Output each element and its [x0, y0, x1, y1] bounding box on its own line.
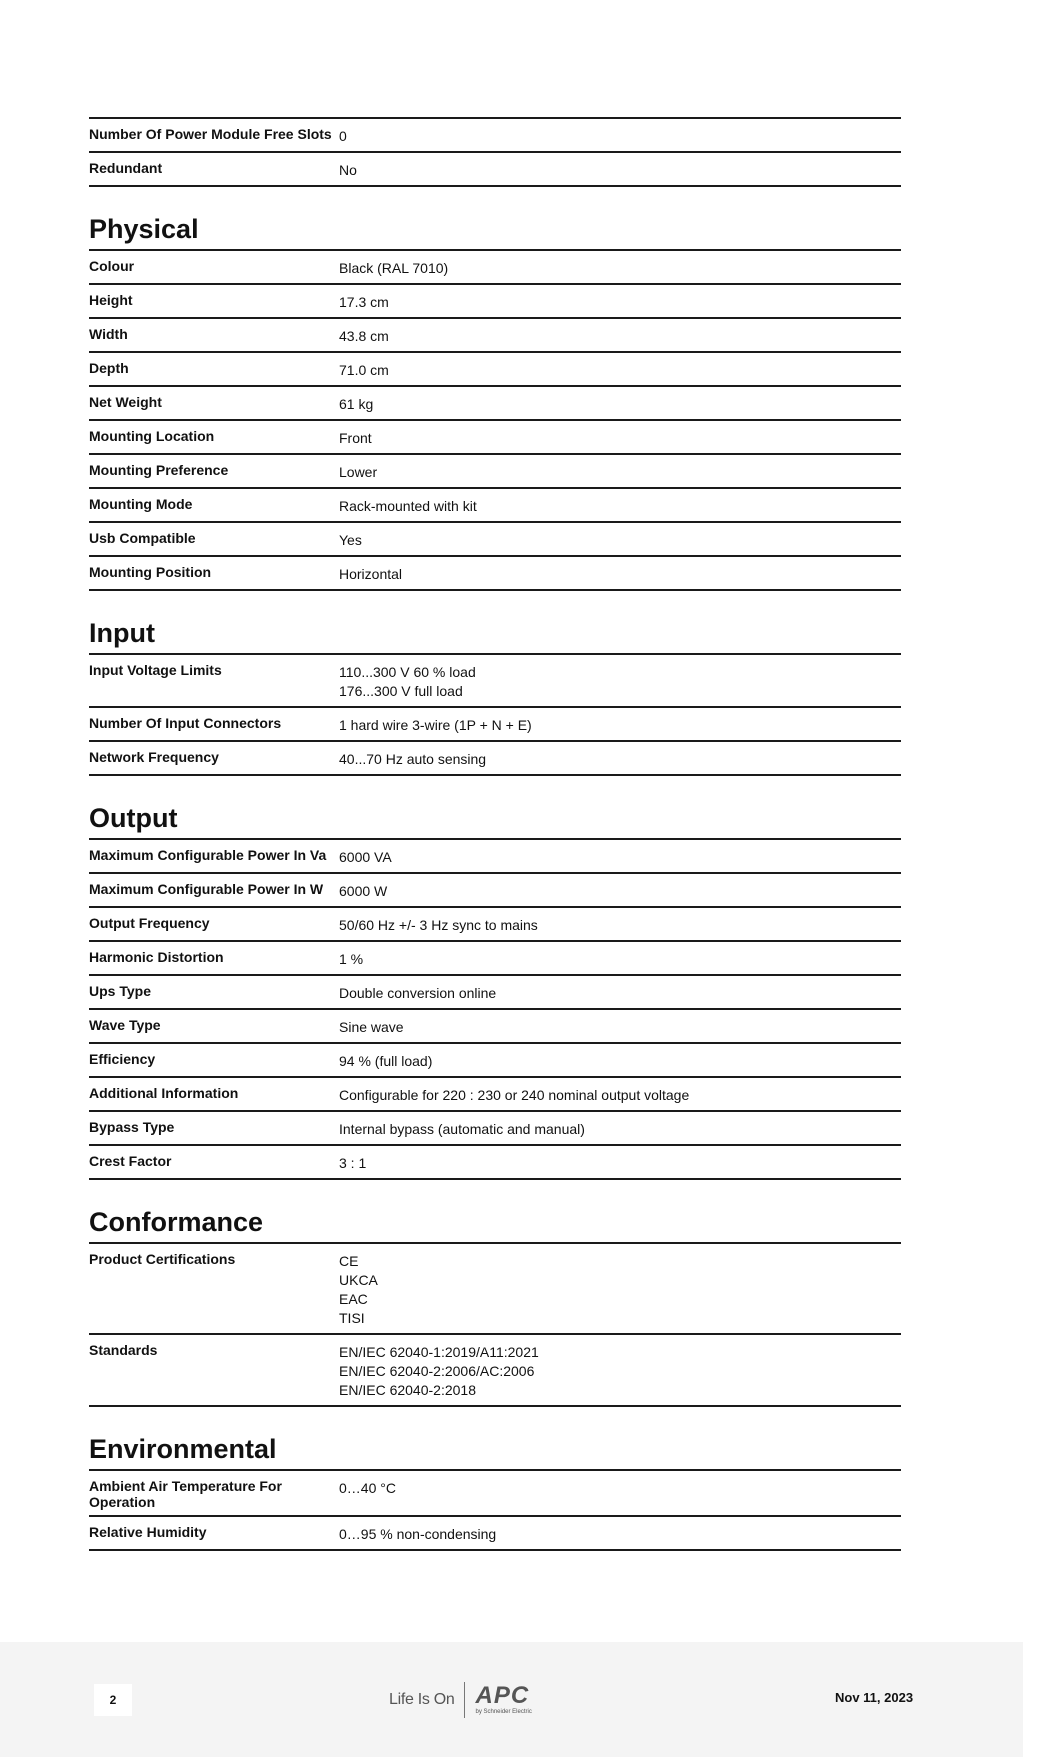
spec-value — [339, 749, 901, 769]
spec-row — [89, 1110, 901, 1144]
spec-value — [339, 983, 901, 1003]
spec-label: Depth — [89, 360, 129, 376]
spec-row — [89, 1144, 901, 1178]
spec-value — [339, 258, 901, 278]
spec-row — [89, 1042, 901, 1076]
spec-value-line: 1 hard wire 3-wire (1P + N + E) — [339, 717, 532, 733]
spec-section — [89, 1433, 901, 1551]
spec-row — [89, 317, 901, 351]
spec-row — [89, 151, 901, 185]
spec-section — [89, 117, 901, 187]
spec-value-line: 71.0 cm — [339, 362, 389, 378]
spec-label: Product Certifications — [89, 1251, 236, 1267]
spec-value — [339, 292, 901, 312]
spec-row — [89, 1008, 901, 1042]
spec-row — [89, 487, 901, 521]
footer-date: Nov 11, 2023 — [835, 1690, 914, 1705]
spec-value-line: 94 % (full load) — [339, 1053, 433, 1069]
spec-value — [339, 1251, 901, 1328]
spec-row — [89, 906, 901, 940]
spec-section — [89, 802, 901, 1180]
spec-value-line: 6000 VA — [339, 849, 392, 865]
spec-value — [339, 949, 901, 969]
spec-value — [339, 564, 901, 584]
spec-row — [89, 653, 901, 706]
spec-value-line: Lower — [339, 464, 378, 480]
spec-value-line: CE — [339, 1253, 359, 1269]
brand-logo — [389, 1680, 532, 1720]
spec-label: Wave Type — [89, 1017, 161, 1033]
apc-wordmark: APC — [475, 1682, 530, 1709]
spec-label: Crest Factor — [89, 1153, 172, 1169]
spec-value — [339, 530, 901, 550]
section-title: Physical — [89, 214, 199, 244]
section-bottom-rule — [89, 1405, 901, 1407]
spec-label: Ups Type — [89, 983, 151, 999]
spec-value — [339, 1017, 901, 1037]
spec-label: Relative Humidity — [89, 1524, 207, 1540]
spec-value — [339, 1342, 901, 1400]
spec-label: Output Frequency — [89, 915, 210, 931]
spec-row — [89, 1469, 901, 1515]
spec-label: Maximum Configurable Power In Va — [89, 847, 327, 863]
spec-row — [89, 940, 901, 974]
spec-label: Bypass Type — [89, 1119, 175, 1135]
spec-value-line: 40...70 Hz auto sensing — [339, 751, 487, 767]
spec-value-line: 3 : 1 — [339, 1155, 367, 1171]
spec-value-line: 0 — [339, 128, 347, 144]
spec-value-line: UKCA — [339, 1272, 378, 1288]
spec-value — [339, 662, 901, 701]
apc-logo — [475, 1684, 531, 1716]
spec-label: Harmonic Distortion — [89, 949, 224, 965]
spec-value — [339, 715, 901, 735]
spec-row — [89, 740, 901, 774]
section-title: Environmental — [89, 1434, 277, 1464]
section-title: Input — [89, 618, 155, 648]
spec-row — [89, 283, 901, 317]
spec-value — [339, 915, 901, 935]
spec-label: Width — [89, 326, 128, 342]
spec-row — [89, 351, 901, 385]
spec-row — [89, 555, 901, 589]
spec-row — [89, 521, 901, 555]
section-title: Output — [89, 803, 178, 833]
spec-value-line: Configurable for 220 : 230 or 240 nominal output voltage — [339, 1087, 690, 1103]
spec-row — [89, 453, 901, 487]
spec-value-line: EN/IEC 62040-2:2018 — [339, 1382, 476, 1398]
spec-value-line: Yes — [339, 532, 362, 548]
tagline: Life Is On — [389, 1691, 455, 1708]
spec-label: Input Voltage Limits — [89, 662, 222, 678]
spec-section — [89, 1206, 901, 1407]
spec-row — [89, 706, 901, 740]
spec-row — [89, 838, 901, 872]
spec-row — [89, 1076, 901, 1110]
spec-label: Mounting Position — [89, 564, 212, 580]
section-bottom-rule — [89, 589, 901, 591]
spec-value-line: Front — [339, 430, 372, 446]
spec-row — [89, 1515, 901, 1549]
spec-label: Colour — [89, 258, 135, 274]
spec-value-line: 61 kg — [339, 396, 374, 412]
section-bottom-rule — [89, 774, 901, 776]
spec-value-line: 6000 W — [339, 883, 388, 899]
spec-value — [339, 462, 901, 482]
spec-row — [89, 385, 901, 419]
spec-label: Additional Information — [89, 1085, 239, 1101]
spec-value — [339, 428, 901, 448]
spec-value-line: 176...300 V full load — [339, 683, 463, 699]
spec-value — [339, 1478, 901, 1510]
spec-value-line: TISI — [339, 1310, 365, 1326]
apc-subtitle: by Schneider Electric — [475, 1709, 532, 1715]
spec-label: Number Of Input Connectors — [89, 715, 282, 731]
spec-value — [339, 160, 901, 180]
spec-label: Mounting Location — [89, 428, 215, 444]
spec-value — [339, 881, 901, 901]
section-bottom-rule — [89, 1549, 901, 1551]
spec-section — [89, 213, 901, 591]
spec-value — [339, 326, 901, 346]
spec-row — [89, 872, 901, 906]
spec-label: Mounting Preference — [89, 462, 229, 478]
spec-label: Redundant — [89, 160, 163, 176]
spec-row — [89, 974, 901, 1008]
spec-value-line: Internal bypass (automatic and manual) — [339, 1121, 585, 1137]
section-title: Conformance — [89, 1207, 264, 1237]
spec-label: Network Frequency — [89, 749, 219, 765]
section-bottom-rule — [89, 185, 901, 187]
spec-row — [89, 1333, 901, 1405]
spec-value-line: Sine wave — [339, 1019, 404, 1035]
spec-value — [339, 1153, 901, 1173]
spec-value-line: 17.3 cm — [339, 294, 389, 310]
spec-value-line: EN/IEC 62040-1:2019/A11:2021 — [339, 1344, 539, 1360]
section-bottom-rule — [89, 1178, 901, 1180]
spec-value-line: Black (RAL 7010) — [339, 260, 449, 276]
spec-label: Net Weight — [89, 394, 162, 410]
spec-value-line: 1 % — [339, 951, 364, 967]
spec-row — [89, 1242, 901, 1333]
spec-label: Mounting Mode — [89, 496, 193, 512]
spec-value — [339, 394, 901, 414]
spec-value — [339, 847, 901, 867]
spec-value-line: Horizontal — [339, 566, 403, 582]
spec-label: Efficiency — [89, 1051, 156, 1067]
spec-content — [89, 117, 901, 1551]
spec-value — [339, 496, 901, 516]
spec-value — [339, 1051, 901, 1071]
spec-value-line: 110...300 V 60 % load — [339, 664, 476, 680]
spec-value — [339, 360, 901, 380]
spec-label: Maximum Configurable Power In W — [89, 881, 324, 897]
spec-value-line: 0…40 °C — [339, 1480, 396, 1496]
spec-value — [339, 1085, 901, 1105]
spec-value — [339, 1524, 901, 1544]
spec-label: Ambient Air Temperature For Operation — [89, 1478, 282, 1510]
spec-section — [89, 617, 901, 776]
spec-row — [89, 249, 901, 283]
spec-row — [89, 419, 901, 453]
brand-divider — [464, 1682, 465, 1718]
spec-value-line: EN/IEC 62040-2:2006/AC:2006 — [339, 1363, 535, 1379]
spec-label: Usb Compatible — [89, 530, 196, 546]
spec-label: Standards — [89, 1342, 158, 1358]
spec-row — [89, 117, 901, 151]
spec-value-line: 43.8 cm — [339, 328, 389, 344]
spec-value-line: EAC — [339, 1291, 368, 1307]
spec-label: Number Of Power Module Free Slots — [89, 126, 332, 142]
spec-value-line: Rack-mounted with kit — [339, 498, 477, 514]
spec-value-line: 50/60 Hz +/- 3 Hz sync to mains — [339, 917, 538, 933]
spec-value-line: Double conversion online — [339, 985, 497, 1001]
spec-value — [339, 1119, 901, 1139]
page-number: 2 — [94, 1684, 132, 1716]
spec-label: Height — [89, 292, 133, 308]
spec-value — [339, 126, 901, 146]
spec-value-line: 0…95 % non-condensing — [339, 1526, 497, 1542]
spec-value-line: No — [339, 162, 357, 178]
